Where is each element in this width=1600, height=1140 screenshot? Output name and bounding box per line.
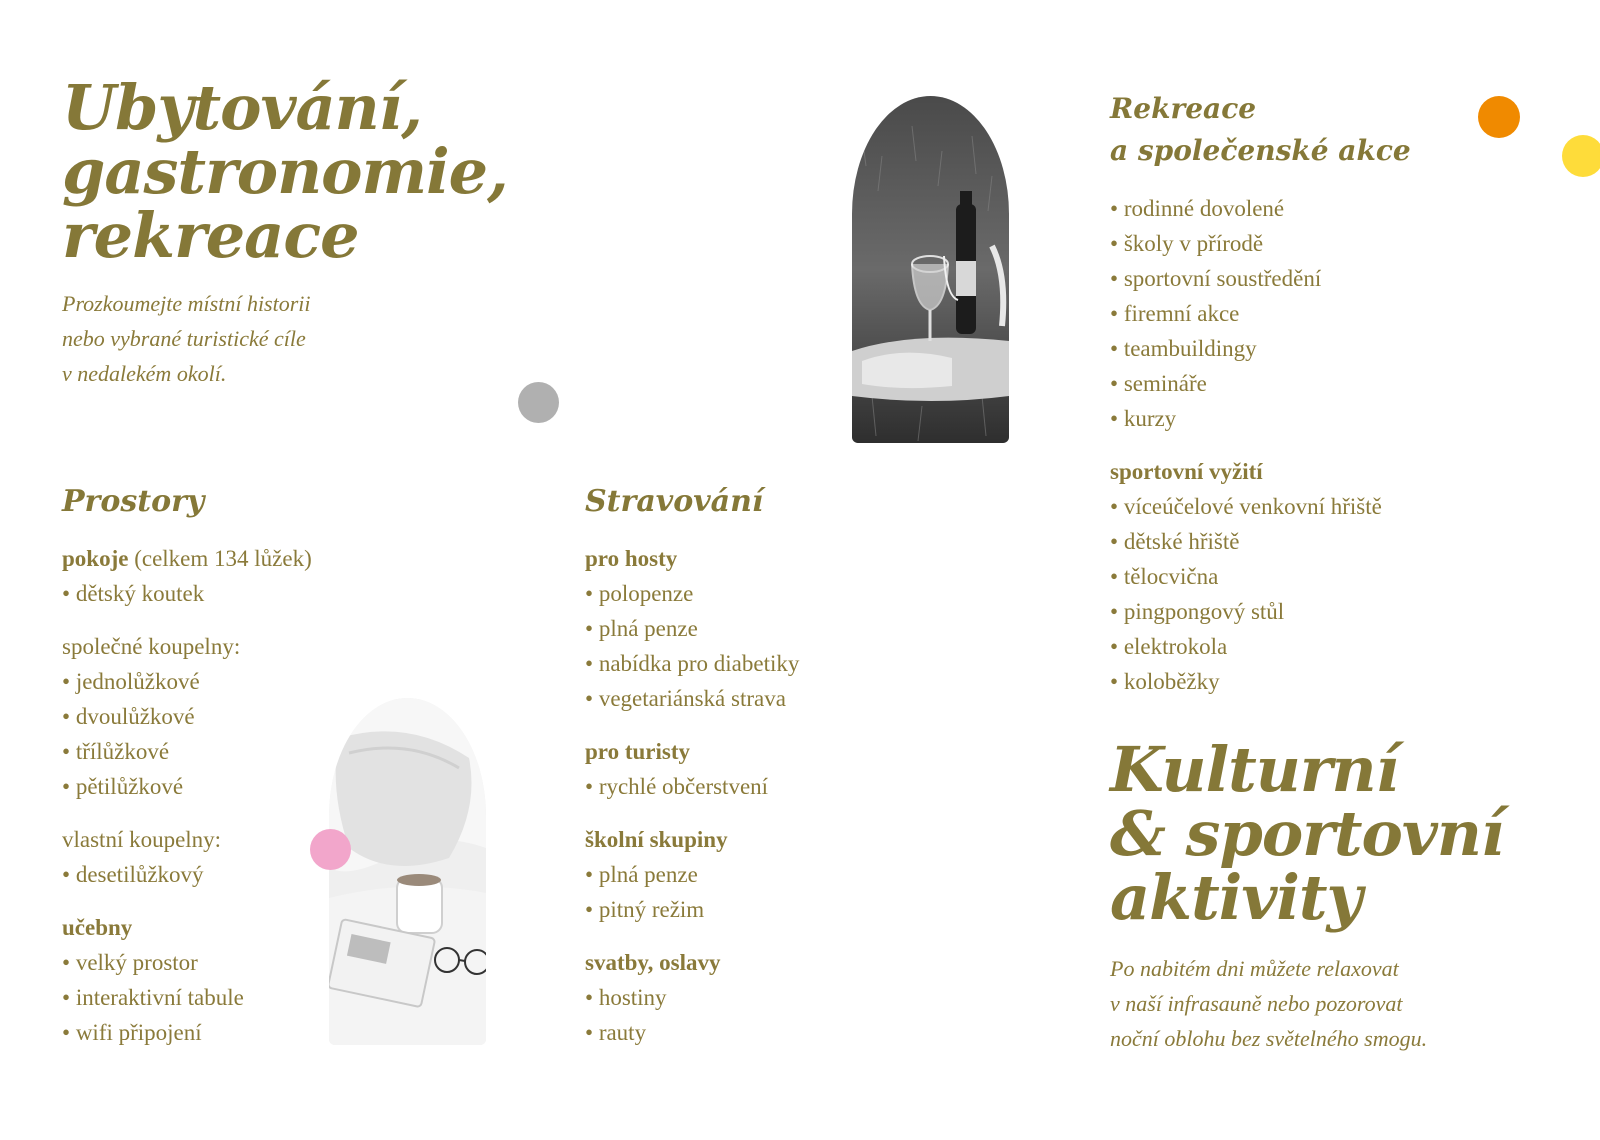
group-label: svatby, oslavy <box>585 950 721 975</box>
list-item: • dětský koutek <box>62 576 362 611</box>
list-item: • dvoulůžkové <box>62 699 362 734</box>
shared-bath-label: společné koupelny: <box>62 634 241 659</box>
list-item: • školy v přírodě <box>1110 226 1530 261</box>
page-title: Ubytování, gastronomie, rekreace <box>62 71 508 272</box>
picnic-photo <box>852 96 1009 443</box>
list-item: • rychlé občerstvení <box>585 769 905 804</box>
list-item: • polopenze <box>585 576 905 611</box>
list-item: • teambuildingy <box>1110 331 1530 366</box>
yellow-dot <box>1562 135 1600 177</box>
list-item: • velký prostor <box>62 945 362 980</box>
group-label: pro turisty <box>585 739 690 764</box>
rooms-label: pokoje <box>62 546 129 571</box>
prostory-heading: Prostory <box>62 484 205 519</box>
list-item: • rauty <box>585 1015 905 1050</box>
classroom-label: učebny <box>62 915 133 940</box>
stravovani-heading: Stravování <box>585 484 764 519</box>
rekreace-heading: Rekreace a společenské akce <box>1110 92 1411 167</box>
private-bath-group <box>62 822 362 892</box>
list-item: • rodinné dovolené <box>1110 191 1530 226</box>
classroom-group <box>62 910 362 1050</box>
list-item: • interaktivní tabule <box>62 980 362 1015</box>
guests-group <box>585 541 905 716</box>
kulturni-text: Po nabitém dni můžete relaxovat v naší infrasauně nebo pozorovat noční oblohu bez světelného smogu. <box>1110 956 1428 1051</box>
intro-text: Prozkoumejte místní historii nebo vybrané turistické cíle v nedalekém okolí. <box>62 291 311 386</box>
recreation-group <box>1110 191 1530 436</box>
list-item: • tělocvična <box>1110 559 1530 594</box>
tourists-group <box>585 734 905 804</box>
list-item: • elektrokola <box>1110 629 1530 664</box>
list-item: • pětilůžkové <box>62 769 362 804</box>
orange-dot <box>1478 96 1520 138</box>
prostory-list <box>62 541 362 1068</box>
rooms-note: (celkem 134 lůžek) <box>134 546 312 571</box>
picnic-image <box>852 96 1009 443</box>
list-item: • hostiny <box>585 980 905 1015</box>
list-item: • jednolůžkové <box>62 664 362 699</box>
sport-group <box>1110 454 1530 699</box>
list-item: • plná penze <box>585 611 905 646</box>
private-bath-label: vlastní koupelny: <box>62 827 222 852</box>
list-item: • pingpongový stůl <box>1110 594 1530 629</box>
list-item: • sportovní soustředění <box>1110 261 1530 296</box>
list-item: • plná penze <box>585 857 905 892</box>
kulturni-heading: Kulturní & sportovní aktivity <box>1110 733 1504 934</box>
stravovani-list <box>585 541 905 1068</box>
school-group <box>585 822 905 927</box>
gray-dot <box>518 382 559 423</box>
weddings-group <box>585 945 905 1050</box>
list-item: • desetilůžkový <box>62 857 362 892</box>
list-item: • třílůžkové <box>62 734 362 769</box>
list-item: • firemní akce <box>1110 296 1530 331</box>
group-label: pro hosty <box>585 546 678 571</box>
rekreace-list <box>1110 191 1530 717</box>
list-item: • dětské hřiště <box>1110 524 1530 559</box>
list-item: • vegetariánská strava <box>585 681 905 716</box>
list-item: • semináře <box>1110 366 1530 401</box>
sport-label: sportovní vyžití <box>1110 459 1263 484</box>
shared-bath-group <box>62 629 362 804</box>
list-item: • nabídka pro diabetiky <box>585 646 905 681</box>
rooms-group <box>62 541 362 611</box>
list-item: • wifi připojení <box>62 1015 362 1050</box>
group-label: školní skupiny <box>585 827 728 852</box>
list-item: • kurzy <box>1110 401 1530 436</box>
list-item: • koloběžky <box>1110 664 1530 699</box>
list-item: • pitný režim <box>585 892 905 927</box>
list-item: • víceúčelové venkovní hřiště <box>1110 489 1530 524</box>
